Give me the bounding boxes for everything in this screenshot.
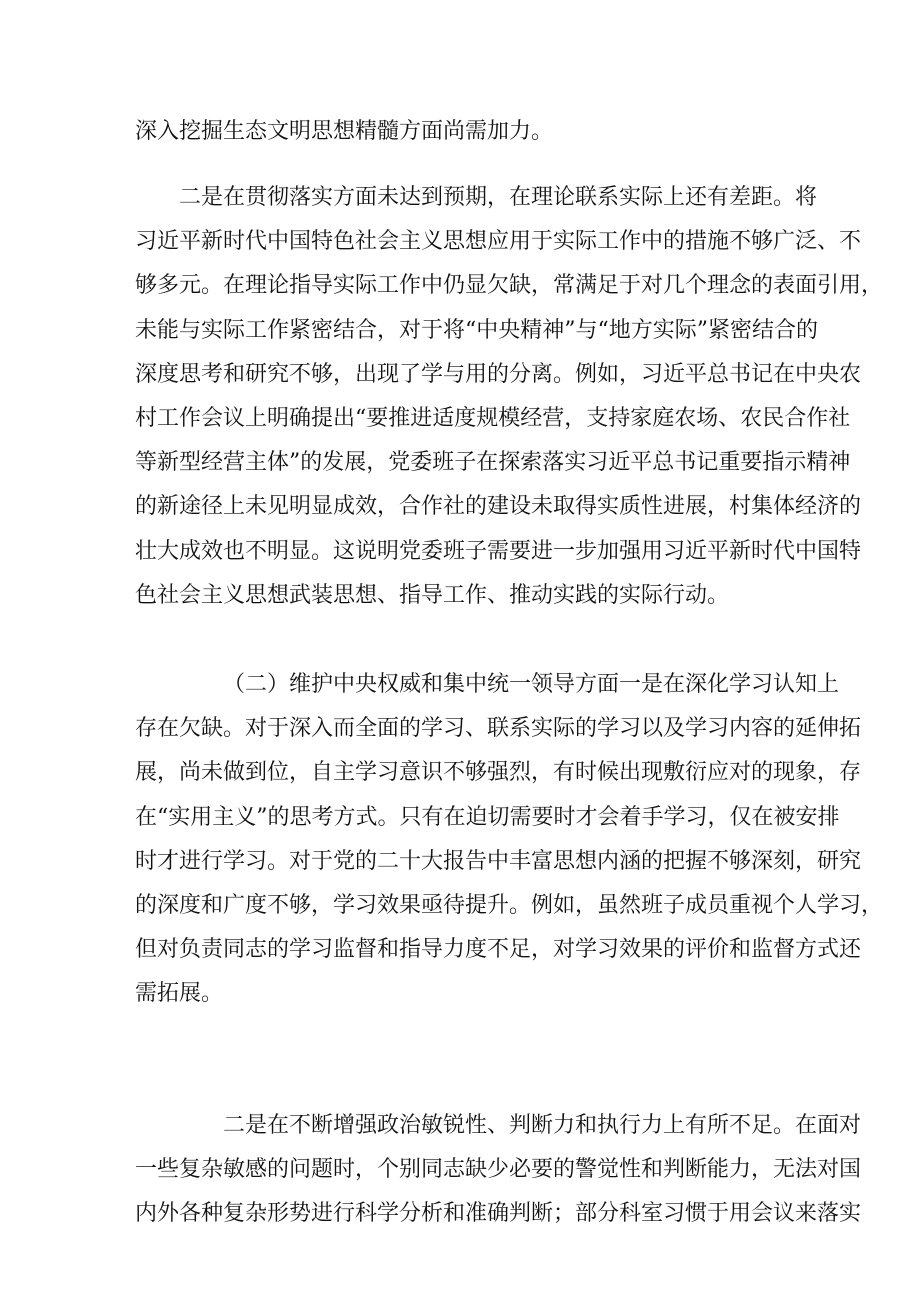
text-line: 在“实用主义”的思考方式。只有在迫切需要时才会着手学习，仅在被安排 xyxy=(135,804,840,830)
text-line: 的新途径上未见明显成效，合作社的建设未取得实质性进展，村集体经济的 xyxy=(135,494,862,520)
text-line: 村工作会议上明确提出“要推进适度规模经营，支持家庭农场、农民合作社 xyxy=(135,405,851,431)
text-line: 一些复杂敏感的问题时，个别同志缺少必要的警觉性和判断能力，无法对国 xyxy=(135,1157,862,1183)
text-line: 但对负责同志的学习监督和指导力度不足，对学习效果的评价和监督方式还 xyxy=(135,937,862,963)
text-line: 习近平新时代中国特色社会主义思想应用于实际工作中的措施不够广泛、不 xyxy=(135,229,862,255)
text-line: 内外各种复杂形势进行科学分析和准确判断；部分科室习惯于用会议来落实 xyxy=(135,1201,862,1227)
text-line: 等新型经营主体”的发展，党委班子在探索落实习近平总书记重要指示精神 xyxy=(135,450,851,476)
text-line: 时才进行学习。对于党的二十大报告中丰富思想内涵的把握不够深刻，研究 xyxy=(135,848,862,874)
text-line: 未能与实际工作紧密结合，对于将“中央精神”与“地方实际”紧密结合的 xyxy=(135,317,818,343)
paragraph-implementation-gap xyxy=(135,176,884,618)
text-line: 二是在贯彻落实方面未达到预期，在理论联系实际上还有差距。将 xyxy=(179,185,818,210)
text-line: 深度思考和研究不够，出现了学与用的分离。例如，习近平总书记在中央农 xyxy=(135,361,862,387)
text-line: 二是在不断增强政治敏锐性、判断力和执行力上有所不足。在面对 xyxy=(223,1113,862,1138)
text-line: 深入挖掘生态文明思想精髓方面尚需加力。 xyxy=(135,119,554,144)
paragraph-political-sensitivity xyxy=(135,1104,862,1237)
text-line: 够多元。在理论指导实际工作中仍显欠缺，常满足于对几个理念的表面引用， xyxy=(135,273,884,299)
text-line: 的深度和广度不够，学习效果亟待提升。例如，虽然班子成员重视个人学习， xyxy=(135,892,884,918)
text-line: 展，尚未做到位，自主学习意识不够强烈，有时候出现敷衍应对的现象，存 xyxy=(135,760,862,786)
paragraph-continuation xyxy=(135,110,790,154)
text-line: 壮大成效也不明显。这说明党委班子需要进一步加强用习近平新时代中国特 xyxy=(135,538,862,564)
paragraph-central-authority xyxy=(135,663,884,1017)
text-line: 色社会主义思想武装思想、指导工作、推动实践的实际行动。 xyxy=(135,582,730,608)
text-line: 存在欠缺。对于深入而全面的学习、联系实际的学习以及学习内容的延伸拓 xyxy=(135,716,862,742)
text-line: （二）维护中央权威和集中统一领导方面一是在深化学习认知上 xyxy=(223,672,840,697)
text-line: 需拓展。 xyxy=(135,981,224,1007)
